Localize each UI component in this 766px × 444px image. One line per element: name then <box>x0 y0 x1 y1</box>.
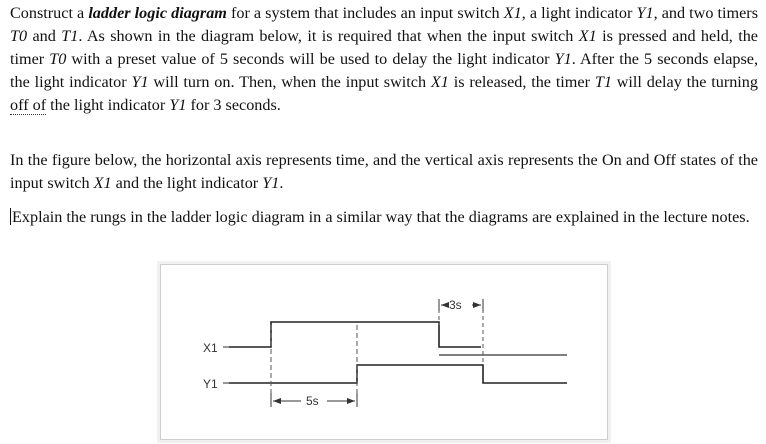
timing-diagram-figure <box>160 264 608 440</box>
text-run: and <box>27 27 62 45</box>
x1-waveform <box>229 322 481 347</box>
var-x1: X1 <box>430 73 449 91</box>
paragraph-instruction[interactable] <box>10 206 758 229</box>
text-run: Explain the rungs in the ladder logic diagram in a similar way that the diagrams are explained in the lecture notes. <box>12 208 750 226</box>
text-run: . After the 5 seconds elapse, the light indicator <box>10 50 759 91</box>
var-x1: X1 <box>578 27 597 45</box>
text-run: In the figure below, the horizontal axis represents time, and the vertical axis represents the On and Off states of the input switch <box>10 151 758 192</box>
text-run: the light indicator <box>46 96 170 114</box>
paragraph-figure-description <box>10 149 758 195</box>
timing-diagram <box>161 265 607 439</box>
var-y1: Y1 <box>131 73 149 91</box>
proofing-underline-text: off of <box>10 96 47 114</box>
text-run: for a system that includes an input switch <box>226 4 504 22</box>
var-t1: T1 <box>61 27 79 45</box>
y1-waveform <box>229 365 567 383</box>
text-run: with a preset value of 5 seconds will be used to delay the light indicator <box>66 50 555 68</box>
var-x1: X1 <box>93 174 112 192</box>
text-run: is pressed and held, the timer <box>10 27 758 68</box>
text-run: for 3 seconds. <box>186 96 281 114</box>
text-cursor <box>10 208 11 225</box>
var-t0: T0 <box>49 50 67 68</box>
text-run: will turn on. Then, when the input switch <box>148 73 431 91</box>
text-run: , and two timers <box>653 4 758 22</box>
var-y1: Y1 <box>169 96 187 114</box>
label-x1: X1 <box>203 341 218 355</box>
var-t0: T0 <box>10 27 28 45</box>
label-3s: 3s <box>449 298 462 312</box>
var-y1: Y1 <box>636 4 654 22</box>
text-run: will delay the turning <box>611 73 758 91</box>
var-y1: Y1 <box>262 174 280 192</box>
label-y1: Y1 <box>203 377 218 391</box>
text-run: is released, the timer <box>448 73 595 91</box>
text-run: and the light indicator <box>111 174 263 192</box>
var-x1: X1 <box>503 4 522 22</box>
var-y1: Y1 <box>554 50 572 68</box>
var-t1: T1 <box>594 73 612 91</box>
text-run: , a light indicator <box>521 4 637 22</box>
emphasis-ladder-logic: ladder logic diagram <box>88 4 227 22</box>
text-run: . As shown in the diagram below, it is required that when the input switch <box>78 27 579 45</box>
text-run: Construct a <box>10 4 89 22</box>
paragraph-problem-statement <box>10 2 758 117</box>
text-run: . <box>279 174 284 192</box>
label-5s: 5s <box>306 394 319 408</box>
